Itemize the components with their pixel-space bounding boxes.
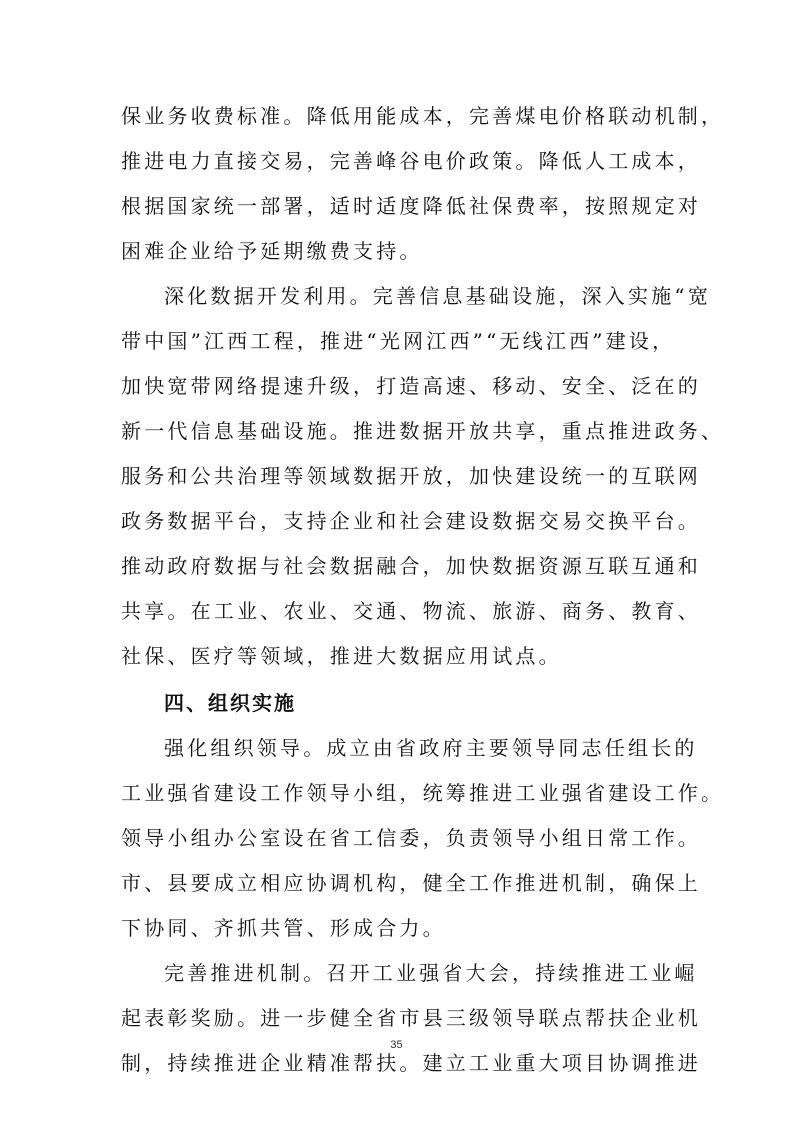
section-heading: 四、组织实施 (164, 691, 296, 715)
text-line: 市、县要成立相应协调机构，健全工作推进机制，确保上 (121, 871, 701, 895)
text-line: 服务和公共治理等领域数据开放，加快建设统一的互联网 (121, 464, 701, 488)
text-line: 保业务收费标准。降低用能成本，完善煤电价格联动机制， (121, 104, 725, 128)
paragraph-start-line: 深化数据开发利用。完善信息基础设施，深入实施“宽 (164, 284, 712, 308)
text-line: 社保、医疗等领域，推进大数据应用试点。 (121, 644, 562, 668)
page-number: 35 (390, 1039, 403, 1051)
text-line: 新一代信息基础设施。推进数据开放共享，重点推进政务、 (121, 419, 725, 443)
text-line: 下协同、齐抓共管、形成合力。 (121, 916, 446, 940)
text-line: 起表彰奖励。进一步健全省市县三级领导联点帮扶企业机 (121, 1006, 701, 1030)
text-line: 领导小组办公室设在省工信委，负责领导小组日常工作。 (121, 826, 701, 850)
paragraph-start-line: 强化组织领导。成立由省政府主要领导同志任组长的 (164, 736, 698, 760)
text-line: 困难企业给予延期缴费支持。 (121, 239, 423, 263)
text-line: 推动政府数据与社会数据融合，加快数据资源互联互通和 (121, 554, 701, 578)
text-line: 共享。在工业、农业、交通、物流、旅游、商务、教育、 (121, 599, 701, 623)
text-line: 政务数据平台，支持企业和社会建设数据交易交换平台。 (121, 509, 701, 533)
text-line: 制，持续推进企业精准帮扶。建立工业重大项目协调推进 (121, 1051, 701, 1075)
text-line: 带中国”江西工程，推进“光网江西”“无线江西”建设， (121, 329, 676, 353)
text-line: 加快宽带网络提速升级，打造高速、移动、安全、泛在的 (121, 374, 701, 398)
text-line: 工业强省建设工作领导小组，统筹推进工业强省建设工作。 (121, 781, 725, 805)
text-line: 推进电力直接交易，完善峰谷电价政策。降低人工成本， (121, 149, 701, 173)
text-line: 根据国家统一部署，适时适度降低社保费率，按照规定对 (121, 194, 701, 218)
paragraph-start-line: 完善推进机制。召开工业强省大会，持续推进工业崛 (164, 961, 698, 985)
